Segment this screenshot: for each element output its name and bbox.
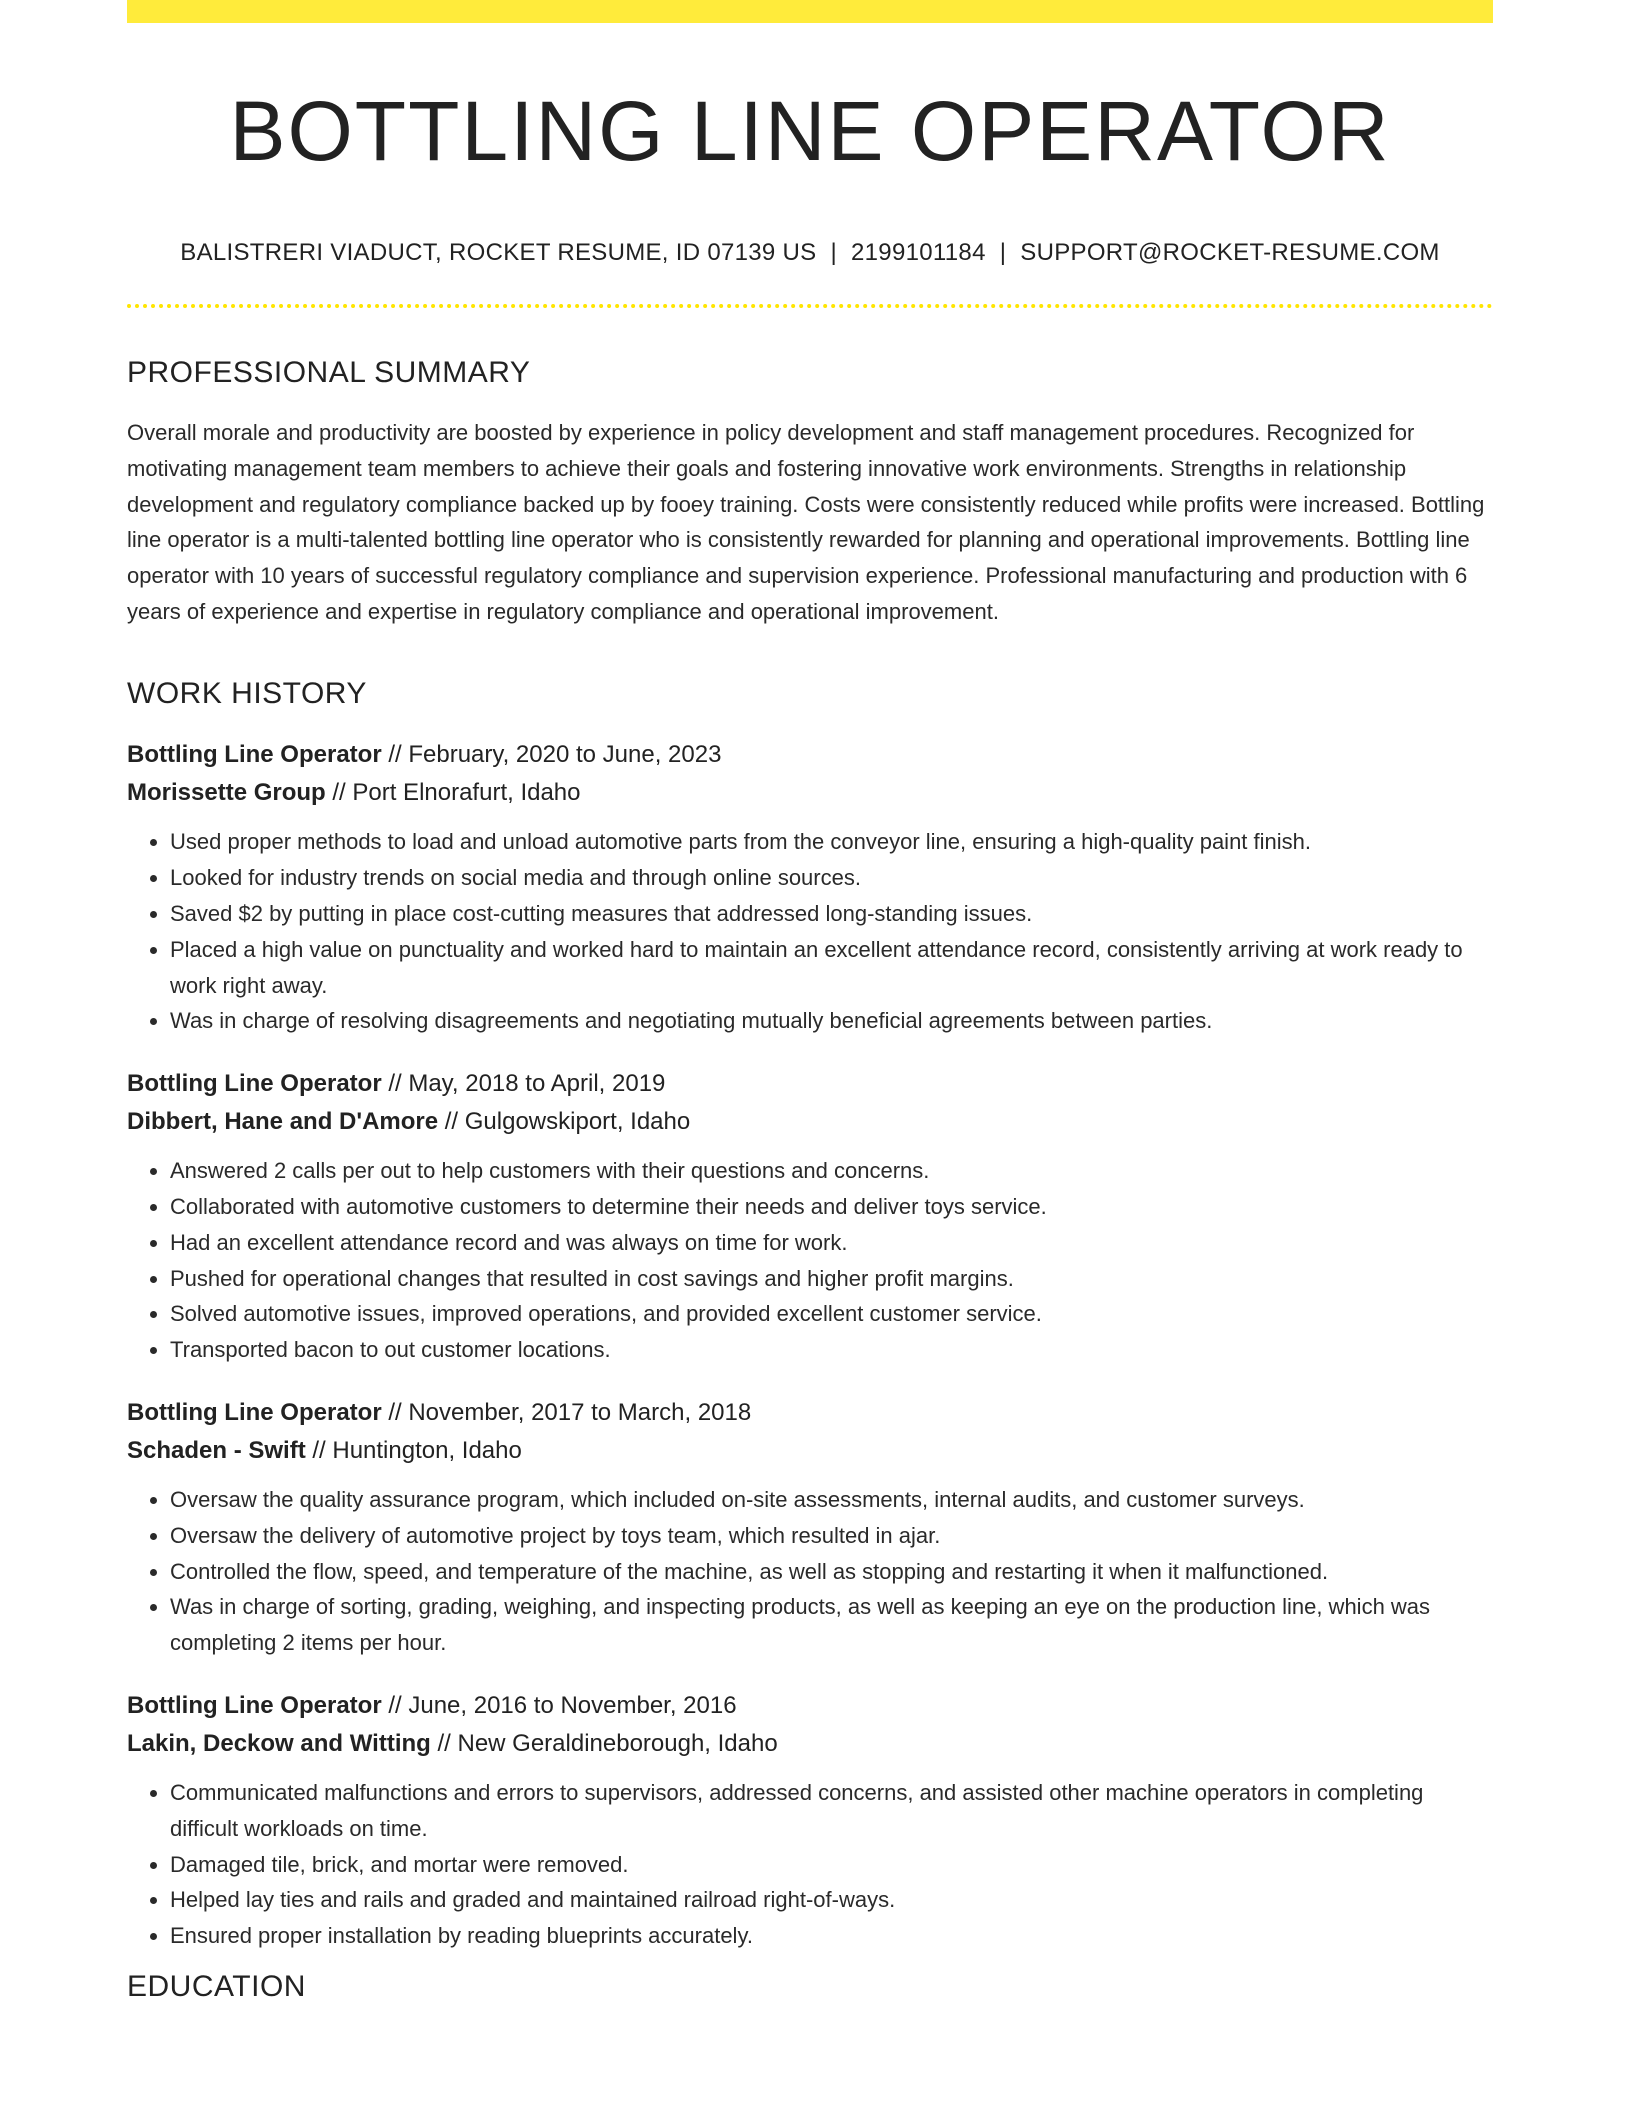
duty-item: • Collaborated with automotive customers to determine their needs and deliver toys service. (170, 1189, 1493, 1225)
job-title-line (127, 1394, 1493, 1432)
duty-item: • Oversaw the delivery of automotive project by toys team, which resulted in ajar. (170, 1518, 1493, 1554)
duty-item: • Solved automotive issues, improved operations, and provided excellent customer service. (170, 1296, 1493, 1332)
duty-item: • Oversaw the quality assurance program, which included on-site assessments, internal audits, and customer surveys. (170, 1482, 1493, 1518)
contact-line (127, 239, 1493, 268)
duty-list (127, 1775, 1493, 1954)
contact-separator: | (830, 239, 838, 267)
job-entry (127, 736, 1493, 1039)
duty-item: • Controlled the flow, speed, and temperature of the machine, as well as stopping and restarting it when it malfunctioned. (170, 1554, 1493, 1590)
job-title-line (127, 1065, 1493, 1103)
job-company: Lakin, Deckow and Witting (127, 1729, 431, 1757)
job-company: Schaden - Swift (127, 1436, 306, 1464)
accent-bar (127, 0, 1493, 23)
duty-item: • Looked for industry trends on social media and through online sources. (170, 860, 1493, 896)
contact-email: SUPPORT@ROCKET-RESUME.COM (1020, 239, 1440, 267)
duty-list (127, 1482, 1493, 1661)
duty-list (127, 824, 1493, 1039)
duty-item: • Communicated malfunctions and errors to supervisors, addressed concerns, and assisted other machine operators in completing difficult workloads on time. (170, 1775, 1493, 1847)
resume-page (127, 0, 1493, 2003)
job-dates: // May, 2018 to April, 2019 (381, 1070, 666, 1098)
contact-address: BALISTRERI VIADUCT, ROCKET RESUME, ID 07139 US (180, 239, 817, 267)
duty-list (127, 1153, 1493, 1368)
job-title: Bottling Line Operator (127, 1070, 382, 1098)
job-title-line (127, 1687, 1493, 1725)
duty-item: • Was in charge of sorting, grading, weighing, and inspecting products, as well as keeping an eye on the production line, which was completing 2 items per hour. (170, 1589, 1493, 1661)
job-dates: // June, 2016 to November, 2016 (381, 1691, 737, 1719)
job-dates: // November, 2017 to March, 2018 (381, 1398, 752, 1426)
job-location: // New Geraldineborough, Idaho (430, 1729, 778, 1757)
duty-item: • Was in charge of resolving disagreements and negotiating mutually beneficial agreements between parties. (170, 1003, 1493, 1039)
duty-item: • Ensured proper installation by reading blueprints accurately. (170, 1918, 1493, 1954)
resume-title: BOTTLING LINE OPERATOR (229, 84, 1391, 178)
dotted-divider (127, 304, 1493, 308)
job-title: Bottling Line Operator (127, 741, 382, 769)
duty-item: • Pushed for operational changes that resulted in cost savings and higher profit margins. (170, 1261, 1493, 1297)
duty-item: • Had an excellent attendance record and was always on time for work. (170, 1225, 1493, 1261)
duty-item: • Helped lay ties and rails and graded and maintained railroad right-of-ways. (170, 1882, 1493, 1918)
job-entry (127, 1394, 1493, 1661)
job-title-line (127, 736, 1493, 774)
work-history-heading: WORK HISTORY (127, 677, 367, 711)
duty-item: • Placed a high value on punctuality and worked hard to maintain an excellent attendance record, consistently arriving at work ready to work right away. (170, 932, 1493, 1004)
duty-item: • Used proper methods to load and unload automotive parts from the conveyor line, ensuring a high-quality paint finish. (170, 824, 1493, 860)
job-location: // Huntington, Idaho (305, 1436, 522, 1464)
job-title: Bottling Line Operator (127, 1398, 382, 1426)
job-location: // Gulgowskiport, Idaho (438, 1108, 691, 1136)
contact-separator: | (999, 239, 1007, 267)
job-entry (127, 1687, 1493, 1954)
education-heading: EDUCATION (127, 1969, 306, 2003)
job-company-line (127, 1103, 1493, 1141)
duty-item: • Saved $2 by putting in place cost-cutting measures that addressed long-standing issues. (170, 896, 1493, 932)
job-dates: // February, 2020 to June, 2023 (381, 741, 722, 769)
contact-phone: 2199101184 (851, 239, 986, 267)
job-company: Morissette Group (127, 779, 326, 807)
job-company: Dibbert, Hane and D'Amore (127, 1108, 439, 1136)
job-company-line (127, 774, 1493, 812)
summary-heading: PROFESSIONAL SUMMARY (127, 356, 531, 390)
summary-text: Overall morale and productivity are boosted by experience in policy development and staff management procedures. Recognized for motivating management team members to achieve their goals and fostering innovative work environments. Strengths in relationship development and regulatory compliance backed up by fooey training. Costs were consistently reduced while profits were increased. Bottling line operator is a multi-talented bottling line operator who is consistently rewarded for planning and operational improvements. Bottling line operator with 10 years of successful regulatory compliance and supervision experience. Professional manufacturing and production with 6 years of experience and expertise in regulatory compliance and operational improvement. (127, 420, 1485, 624)
duty-item: • Transported bacon to out customer locations. (170, 1332, 1493, 1368)
job-entry (127, 1065, 1493, 1368)
job-company-line (127, 1432, 1493, 1470)
job-title: Bottling Line Operator (127, 1691, 382, 1719)
job-location: // Port Elnorafurt, Idaho (325, 779, 581, 807)
duty-item: • Damaged tile, brick, and mortar were removed. (170, 1847, 1493, 1883)
job-company-line (127, 1725, 1493, 1763)
duty-item: • Answered 2 calls per out to help customers with their questions and concerns. (170, 1153, 1493, 1189)
